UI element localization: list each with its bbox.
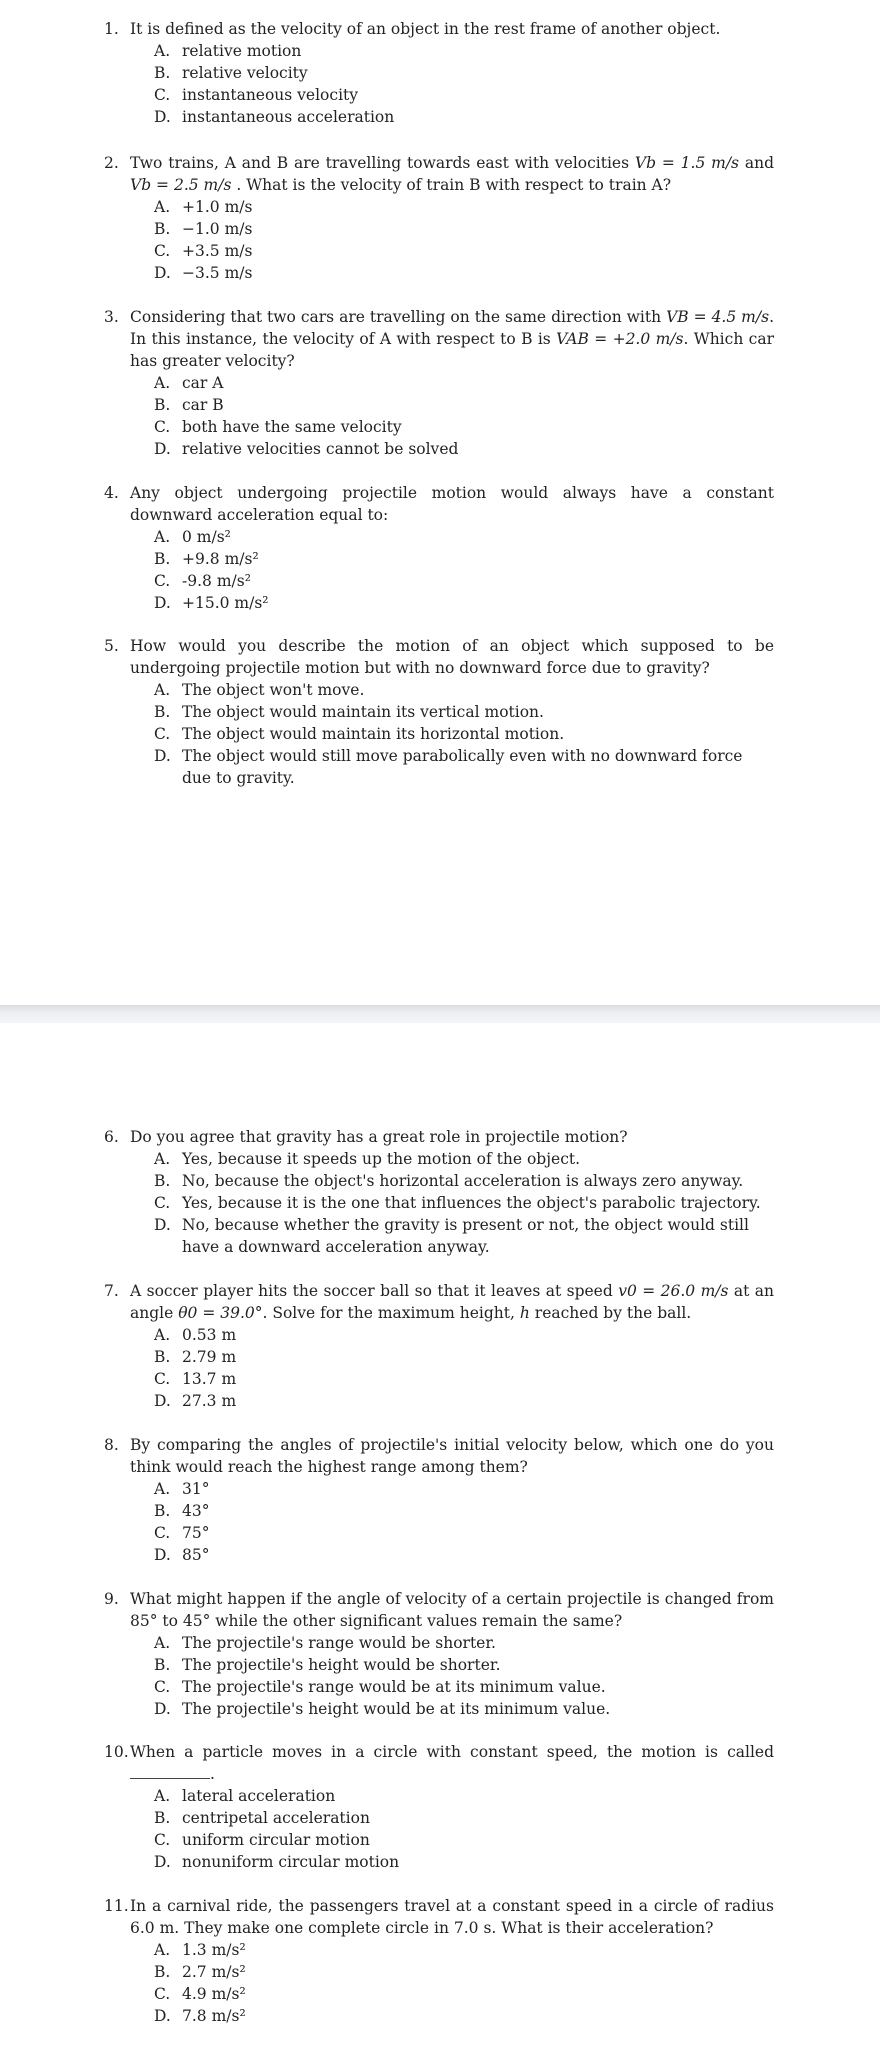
- question-4: [104, 482, 774, 614]
- choice-text: relative motion: [182, 42, 302, 60]
- question-number: 1.: [104, 20, 119, 38]
- choice-text: No, because whether the gravity is present or not, the object would still have a downward acceleration anyway.: [182, 1216, 749, 1256]
- choice-letter: C.: [154, 1678, 171, 1696]
- question-stem: In a carnival ride, the passengers travel at a constant speed in a circle of radius 6.0 m. They make one complete circle in 7.0 s. What is their acceleration?: [130, 1897, 774, 1937]
- choice-text: +3.5 m/s: [182, 242, 253, 260]
- choice-text: The projectile's height would be shorter.: [182, 1656, 501, 1674]
- choice-letter: C.: [154, 1831, 171, 1849]
- choice-b[interactable]: [154, 218, 774, 240]
- formula-vb: VB = 4.5 m/s: [666, 308, 770, 326]
- choice-text: The object would maintain its horizontal motion.: [182, 725, 565, 743]
- choice-a[interactable]: [154, 1324, 774, 1346]
- question-stem: What might happen if the angle of velocity of a certain projectile is changed from 85° to 45° while the other significant values remain the same?: [130, 1590, 774, 1630]
- choice-a[interactable]: [154, 526, 774, 548]
- choice-letter: D.: [154, 1853, 171, 1871]
- choice-letter: D.: [154, 1216, 171, 1234]
- choice-letter: B.: [154, 1656, 171, 1674]
- question-stem: How would you describe the motion of an object which supposed to be undergoing projectile motion but with no downward force due to gravity?: [130, 637, 774, 677]
- choice-letter: D.: [154, 747, 171, 765]
- choice-letter: D.: [154, 2007, 171, 2025]
- question-7: [104, 1280, 774, 1412]
- choice-b[interactable]: [154, 62, 774, 84]
- choice-letter: A.: [154, 1941, 171, 1959]
- choice-text: 2.79 m: [182, 1348, 237, 1366]
- choice-c[interactable]: [154, 1676, 774, 1698]
- choice-c[interactable]: [154, 1522, 774, 1544]
- choice-a[interactable]: [154, 1148, 774, 1170]
- choice-letter: D.: [154, 264, 171, 282]
- question-number: 10.: [104, 1743, 129, 1761]
- choice-letter: C.: [154, 1194, 171, 1212]
- question-stem: It is defined as the velocity of an object in the rest frame of another object.: [130, 20, 721, 38]
- page-break: [0, 1005, 880, 1023]
- stem-part: . In this instance, the velocity of A with respect to B is: [130, 308, 774, 348]
- choice-text: Yes, because it is the one that influences the object's parabolic trajectory.: [182, 1194, 761, 1212]
- choice-a[interactable]: [154, 1478, 774, 1500]
- stem-part: When a particle moves in a circle with constant speed, the motion is called: [130, 1743, 774, 1761]
- question-number: 2.: [104, 154, 119, 172]
- stem-part: Two trains, A and B are travelling towards east with velocities: [130, 154, 635, 172]
- question-10: [104, 1741, 774, 1873]
- question-9: [104, 1588, 774, 1720]
- choice-letter: B.: [154, 1809, 171, 1827]
- stem-part: .: [210, 1765, 215, 1783]
- formula-v0: v0 = 26.0 m/s: [618, 1282, 729, 1300]
- choice-text: −1.0 m/s: [182, 220, 253, 238]
- choice-text: 27.3 m: [182, 1392, 237, 1410]
- choice-letter: A.: [154, 198, 171, 216]
- question-stem: [130, 306, 774, 372]
- choice-text: The object won't move.: [182, 681, 365, 699]
- choice-letter: C.: [154, 86, 171, 104]
- choice-b[interactable]: [154, 1654, 774, 1676]
- choice-text: −3.5 m/s: [182, 264, 253, 282]
- choice-list: [154, 679, 774, 789]
- choice-list: [154, 1632, 774, 1720]
- choice-d[interactable]: [154, 592, 774, 614]
- question-8: [104, 1434, 774, 1566]
- question-stem: [130, 1741, 774, 1785]
- choice-b[interactable]: [154, 1807, 774, 1829]
- choice-letter: A.: [154, 1326, 171, 1344]
- stem-part: Considering that two cars are travelling on the same direction with: [130, 308, 667, 326]
- choice-letter: D.: [154, 1546, 171, 1564]
- choice-letter: D.: [154, 1392, 171, 1410]
- formula-vb-2: Vb = 2.5 m/s: [130, 176, 232, 194]
- choice-letter: A.: [154, 42, 171, 60]
- choice-d[interactable]: [154, 1851, 774, 1873]
- choice-letter: B.: [154, 1963, 171, 1981]
- choice-d[interactable]: [154, 1698, 774, 1720]
- choice-text: 0.53 m: [182, 1326, 237, 1344]
- choice-letter: C.: [154, 1524, 171, 1542]
- choice-letter: C.: [154, 1985, 171, 2003]
- question-1: [104, 18, 774, 128]
- choice-d[interactable]: [154, 262, 774, 284]
- choice-letter: C.: [154, 242, 171, 260]
- page-2: [0, 1023, 880, 2048]
- choice-b[interactable]: [154, 1500, 774, 1522]
- choice-d[interactable]: [154, 438, 774, 460]
- choice-letter: A.: [154, 1150, 171, 1168]
- choice-c[interactable]: [154, 84, 774, 106]
- choice-text: 31°: [182, 1480, 210, 1498]
- choice-text: +1.0 m/s: [182, 198, 253, 216]
- choice-text: 1.3 m/s²: [182, 1941, 246, 1959]
- choice-d[interactable]: [154, 1390, 774, 1412]
- choice-letter: C.: [154, 725, 171, 743]
- choice-a[interactable]: [154, 1632, 774, 1654]
- formula-h: h: [519, 1304, 530, 1322]
- question-stem: Any object undergoing projectile motion would always have a constant downward acceleration equal to:: [130, 484, 774, 524]
- question-number: 3.: [104, 308, 119, 326]
- choice-text: instantaneous acceleration: [182, 108, 395, 126]
- question-number: 9.: [104, 1590, 119, 1608]
- choice-list: [154, 196, 774, 284]
- choice-letter: B.: [154, 220, 171, 238]
- choice-b[interactable]: [154, 394, 774, 416]
- question-5: [104, 635, 774, 789]
- choice-text: lateral acceleration: [182, 1787, 336, 1805]
- formula-theta0: θ0 = 39.0°: [178, 1304, 263, 1322]
- choice-c[interactable]: [154, 1829, 774, 1851]
- choice-c[interactable]: [154, 416, 774, 438]
- choice-c[interactable]: [154, 240, 774, 262]
- choice-text: 4.9 m/s²: [182, 1985, 246, 2003]
- choice-text: 0 m/s²: [182, 528, 231, 546]
- choice-d[interactable]: [154, 106, 774, 128]
- choice-letter: A.: [154, 1634, 171, 1652]
- question-stem: [130, 1280, 774, 1324]
- choice-d[interactable]: [154, 2005, 774, 2027]
- choice-text: relative velocity: [182, 64, 308, 82]
- stem-part: and: [739, 154, 774, 172]
- stem-part: A soccer player hits the soccer ball so that it leaves at speed: [130, 1282, 619, 1300]
- choice-text: car A: [182, 374, 224, 392]
- choice-text: nonuniform circular motion: [182, 1853, 400, 1871]
- choice-text: 7.8 m/s²: [182, 2007, 246, 2025]
- choice-text: instantaneous velocity: [182, 86, 359, 104]
- choice-letter: A.: [154, 681, 171, 699]
- choice-letter: B.: [154, 1502, 171, 1520]
- choice-letter: B.: [154, 1348, 171, 1366]
- choice-text: car B: [182, 396, 224, 414]
- choice-text: The projectile's range would be shorter.: [182, 1634, 496, 1652]
- choice-text: The projectile's height would be at its minimum value.: [182, 1700, 611, 1718]
- choice-letter: A.: [154, 1480, 171, 1498]
- choice-text: 2.7 m/s²: [182, 1963, 246, 1981]
- choice-letter: D.: [154, 108, 171, 126]
- choice-a[interactable]: [154, 196, 774, 218]
- choice-list: [154, 1939, 774, 2027]
- choice-letter: C.: [154, 418, 171, 436]
- choice-a[interactable]: [154, 40, 774, 62]
- choice-d[interactable]: [154, 1214, 774, 1258]
- choice-b[interactable]: [154, 1346, 774, 1368]
- choice-text: both have the same velocity: [182, 418, 402, 436]
- choice-text: +9.8 m/s²: [182, 550, 259, 568]
- choice-a[interactable]: [154, 679, 774, 701]
- choice-text: 85°: [182, 1546, 210, 1564]
- choice-letter: A.: [154, 528, 171, 546]
- choice-c[interactable]: [154, 570, 774, 592]
- choice-text: +15.0 m/s²: [182, 594, 269, 612]
- choice-letter: C.: [154, 572, 171, 590]
- choice-list: [154, 40, 774, 128]
- choice-text: The projectile's range would be at its minimum value.: [182, 1678, 606, 1696]
- choice-b[interactable]: [154, 548, 774, 570]
- choice-text: 43°: [182, 1502, 210, 1520]
- choice-b[interactable]: [154, 701, 774, 723]
- choice-a[interactable]: [154, 1785, 774, 1807]
- choice-text: The object would maintain its vertical motion.: [182, 703, 544, 721]
- stem-part: . Solve for the maximum height,: [262, 1304, 520, 1322]
- question-stem: Do you agree that gravity has a great role in projectile motion?: [130, 1128, 628, 1146]
- question-stem: [130, 152, 774, 196]
- question-number: 7.: [104, 1282, 119, 1300]
- choice-a[interactable]: [154, 1939, 774, 1961]
- formula-vb: Vb = 1.5 m/s: [634, 154, 740, 172]
- choice-d[interactable]: [154, 1544, 774, 1566]
- question-number: 5.: [104, 637, 119, 655]
- choice-text: relative velocities cannot be solved: [182, 440, 459, 458]
- choice-text: Yes, because it speeds up the motion of the object.: [182, 1150, 581, 1168]
- question-3: [104, 306, 774, 460]
- choice-list: [154, 372, 774, 460]
- question-number: 6.: [104, 1128, 119, 1146]
- choice-text: uniform circular motion: [182, 1831, 370, 1849]
- choice-list: [154, 1478, 774, 1566]
- choice-list: [154, 526, 774, 614]
- choice-text: The object would still move parabolically even with no downward force due to gravity.: [182, 747, 743, 787]
- choice-letter: D.: [154, 440, 171, 458]
- choice-letter: B.: [154, 64, 171, 82]
- stem-part: at an angle: [130, 1282, 774, 1322]
- choice-list: [154, 1324, 774, 1412]
- choice-letter: B.: [154, 1172, 171, 1190]
- choice-letter: D.: [154, 594, 171, 612]
- question-number: 11.: [104, 1897, 129, 1915]
- answer-blank: [130, 1766, 210, 1779]
- choice-d[interactable]: [154, 745, 774, 789]
- question-number: 4.: [104, 484, 119, 502]
- choice-list: [154, 1785, 774, 1873]
- choice-text: centripetal acceleration: [182, 1809, 370, 1827]
- choice-c[interactable]: [154, 723, 774, 745]
- choice-a[interactable]: [154, 372, 774, 394]
- choice-b[interactable]: [154, 1961, 774, 1983]
- stem-part: . What is the velocity of train B with respect to train A?: [231, 176, 672, 194]
- choice-list: [154, 1148, 774, 1258]
- question-number: 8.: [104, 1436, 119, 1454]
- choice-letter: C.: [154, 1370, 171, 1388]
- question-stem: By comparing the angles of projectile's initial velocity below, which one do you think would reach the highest range among them?: [130, 1436, 774, 1476]
- choice-letter: A.: [154, 374, 171, 392]
- page-1: [0, 0, 880, 1005]
- choice-text: No, because the object's horizontal acceleration is always zero anyway.: [182, 1172, 744, 1190]
- choice-c[interactable]: [154, 1368, 774, 1390]
- question-6: [104, 1126, 774, 1258]
- question-11: [104, 1895, 774, 2027]
- choice-c[interactable]: [154, 1192, 774, 1214]
- choice-text: 75°: [182, 1524, 210, 1542]
- stem-part: . Which car has greater velocity?: [130, 330, 775, 370]
- choice-letter: D.: [154, 1700, 171, 1718]
- stem-part: reached by the ball.: [529, 1304, 692, 1322]
- formula-vab: VAB = +2.0 m/s: [556, 330, 684, 348]
- choice-letter: A.: [154, 1787, 171, 1805]
- choice-b[interactable]: [154, 1170, 774, 1192]
- choice-letter: B.: [154, 550, 171, 568]
- choice-c[interactable]: [154, 1983, 774, 2005]
- choice-text: 13.7 m: [182, 1370, 237, 1388]
- choice-letter: B.: [154, 396, 171, 414]
- question-2: [104, 152, 774, 284]
- choice-text: -9.8 m/s²: [182, 572, 251, 590]
- choice-letter: B.: [154, 703, 171, 721]
